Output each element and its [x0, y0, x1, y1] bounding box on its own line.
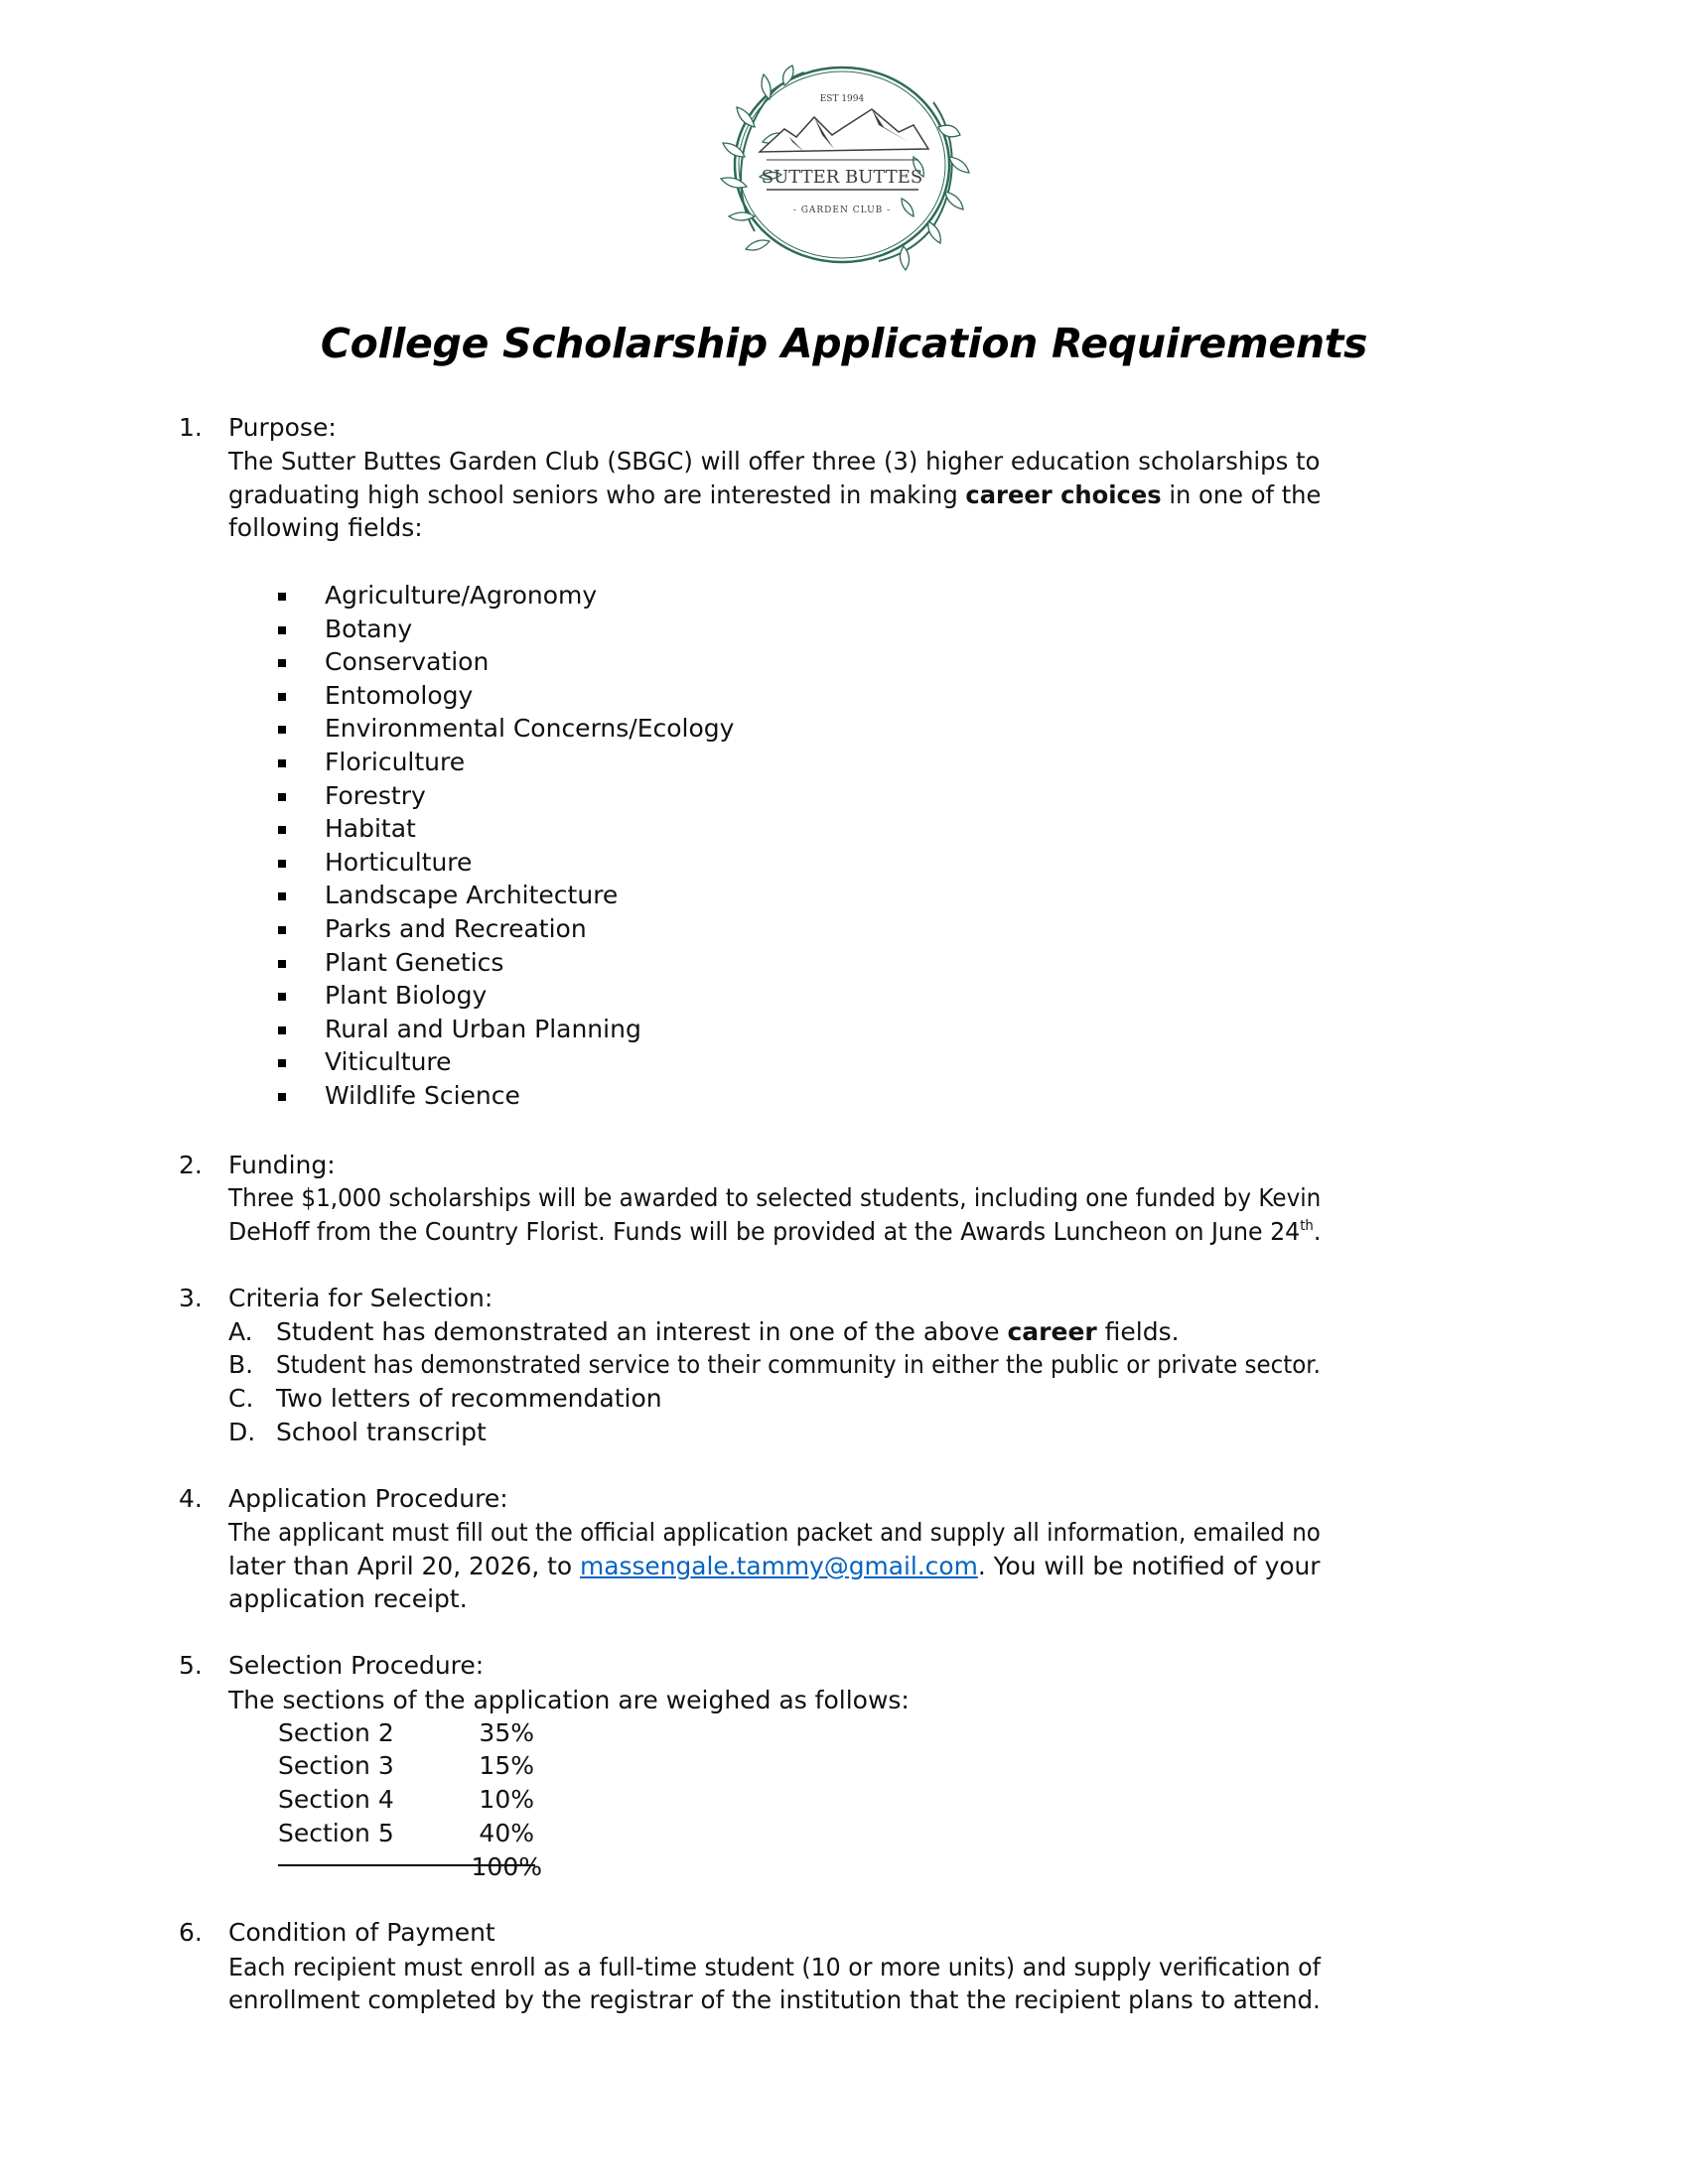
bullet-icon: [278, 593, 286, 601]
criteria-item: Student has demonstrated service to their community in either the public or private sector.: [276, 1350, 1321, 1379]
section-number: 3.: [179, 1284, 203, 1312]
purpose-heading: Purpose:: [228, 413, 337, 442]
text: graduating high school seniors who are interested in making: [228, 480, 966, 509]
weight-section-label: Section 5: [278, 1819, 394, 1847]
purpose-text-line: [228, 478, 1321, 512]
list-item: Horticulture: [325, 848, 473, 877]
page-title: College Scholarship Application Requirements: [320, 320, 1368, 367]
application-text-line: The applicant must fill out the official application packet and supply all information, emailed no: [228, 1518, 1321, 1547]
payment-heading: Condition of Payment: [228, 1918, 495, 1947]
purpose-text-line: following fields:: [228, 513, 423, 542]
weight-percent: 40%: [479, 1819, 534, 1847]
section-number: 4.: [179, 1484, 203, 1513]
bullet-icon: [278, 626, 286, 634]
bullet-icon: [278, 693, 286, 701]
text: .: [1313, 1217, 1322, 1246]
list-item: Agriculture/Agronomy: [325, 581, 598, 610]
sutter-buttes-garden-club-logo: [715, 58, 973, 271]
logo-subtitle: - GARDEN CLUB -: [792, 205, 892, 215]
criteria-letter: C.: [228, 1384, 254, 1413]
section-number: 1.: [179, 413, 203, 442]
section-number: 5.: [179, 1651, 203, 1680]
list-item: Environmental Concerns/Ecology: [325, 714, 735, 743]
bullet-icon: [278, 826, 286, 834]
email-link[interactable]: massengale.tammy@gmail.com: [580, 1552, 978, 1580]
list-item: Rural and Urban Planning: [325, 1015, 641, 1043]
criteria-letter: B.: [228, 1350, 254, 1379]
logo-wreath-icon: [715, 58, 973, 271]
bullet-icon: [278, 1059, 286, 1067]
funding-heading: Funding:: [228, 1151, 336, 1179]
application-heading: Application Procedure:: [228, 1484, 508, 1513]
section-number: 6.: [179, 1918, 203, 1947]
text: fields.: [1096, 1317, 1180, 1346]
bullet-icon: [278, 1026, 286, 1034]
weight-section-label: Section 3: [278, 1751, 394, 1780]
text: in one of the: [1161, 480, 1322, 509]
weight-percent: 35%: [479, 1718, 534, 1747]
bullet-icon: [278, 860, 286, 868]
list-item: Plant Genetics: [325, 948, 504, 977]
funding-text-line: Three $1,000 scholarships will be awarded to selected students, including one funded by Kevin: [228, 1183, 1322, 1212]
criteria-letter: A.: [228, 1317, 253, 1346]
bullet-icon: [278, 659, 286, 667]
list-item: Plant Biology: [325, 981, 488, 1010]
list-item: Habitat: [325, 814, 416, 843]
bullet-icon: [278, 726, 286, 734]
section-number: 2.: [179, 1151, 203, 1179]
list-item: Botany: [325, 614, 413, 643]
text: . You will be notified of your: [977, 1552, 1321, 1580]
ordinal-suffix: th: [1300, 1218, 1314, 1234]
bullet-icon: [278, 759, 286, 767]
criteria-item: School transcript: [276, 1418, 487, 1446]
criteria-item: [276, 1315, 1180, 1349]
selection-intro: The sections of the application are weighed as follows:: [228, 1686, 910, 1714]
bullet-icon: [278, 993, 286, 1001]
criteria-item: Two letters of recommendation: [276, 1384, 662, 1413]
weight-section-label: Section 4: [278, 1785, 394, 1814]
logo-established: EST 1994: [819, 94, 865, 104]
bullet-icon: [278, 1093, 286, 1101]
application-text-line: application receipt.: [228, 1584, 468, 1613]
career-choices-emphasis: career choices: [965, 480, 1162, 509]
funding-text-line: [228, 1215, 1321, 1249]
career-emphasis: career: [1007, 1317, 1097, 1346]
list-item: Wildlife Science: [325, 1081, 520, 1110]
weight-percent: 10%: [479, 1785, 534, 1814]
criteria-letter: D.: [228, 1418, 256, 1446]
list-item: Parks and Recreation: [325, 914, 587, 943]
selection-heading: Selection Procedure:: [228, 1651, 485, 1680]
purpose-text-line: The Sutter Buttes Garden Club (SBGC) will offer three (3) higher education scholarships to: [228, 447, 1321, 476]
application-text-line: [228, 1550, 1321, 1583]
criteria-heading: Criteria for Selection:: [228, 1284, 493, 1312]
text: later than April 20, 2026, to: [228, 1552, 581, 1580]
weight-section-label: Section 2: [278, 1718, 394, 1747]
list-item: Conservation: [325, 647, 490, 676]
bullet-icon: [278, 926, 286, 934]
bullet-icon: [278, 892, 286, 900]
weight-total: 100%: [471, 1852, 542, 1881]
list-item: Forestry: [325, 781, 426, 810]
payment-text-line: enrollment completed by the registrar of the institution that the recipient plans to attend.: [228, 1985, 1321, 2014]
weight-percent: 15%: [479, 1751, 534, 1780]
payment-text-line: Each recipient must enroll as a full-time student (10 or more units) and supply verification of: [228, 1953, 1321, 1981]
list-item: Floriculture: [325, 748, 466, 776]
text: DeHoff from the Country Florist. Funds will be provided at the Awards Luncheon on June 24: [228, 1217, 1301, 1246]
list-item: Entomology: [325, 681, 474, 710]
bullet-icon: [278, 793, 286, 801]
logo-name: SUTTER BUTTES: [761, 167, 923, 188]
text: Student has demonstrated an interest in one of the above: [276, 1317, 1008, 1346]
list-item: Viticulture: [325, 1047, 452, 1076]
list-item: Landscape Architecture: [325, 881, 619, 909]
bullet-icon: [278, 960, 286, 968]
